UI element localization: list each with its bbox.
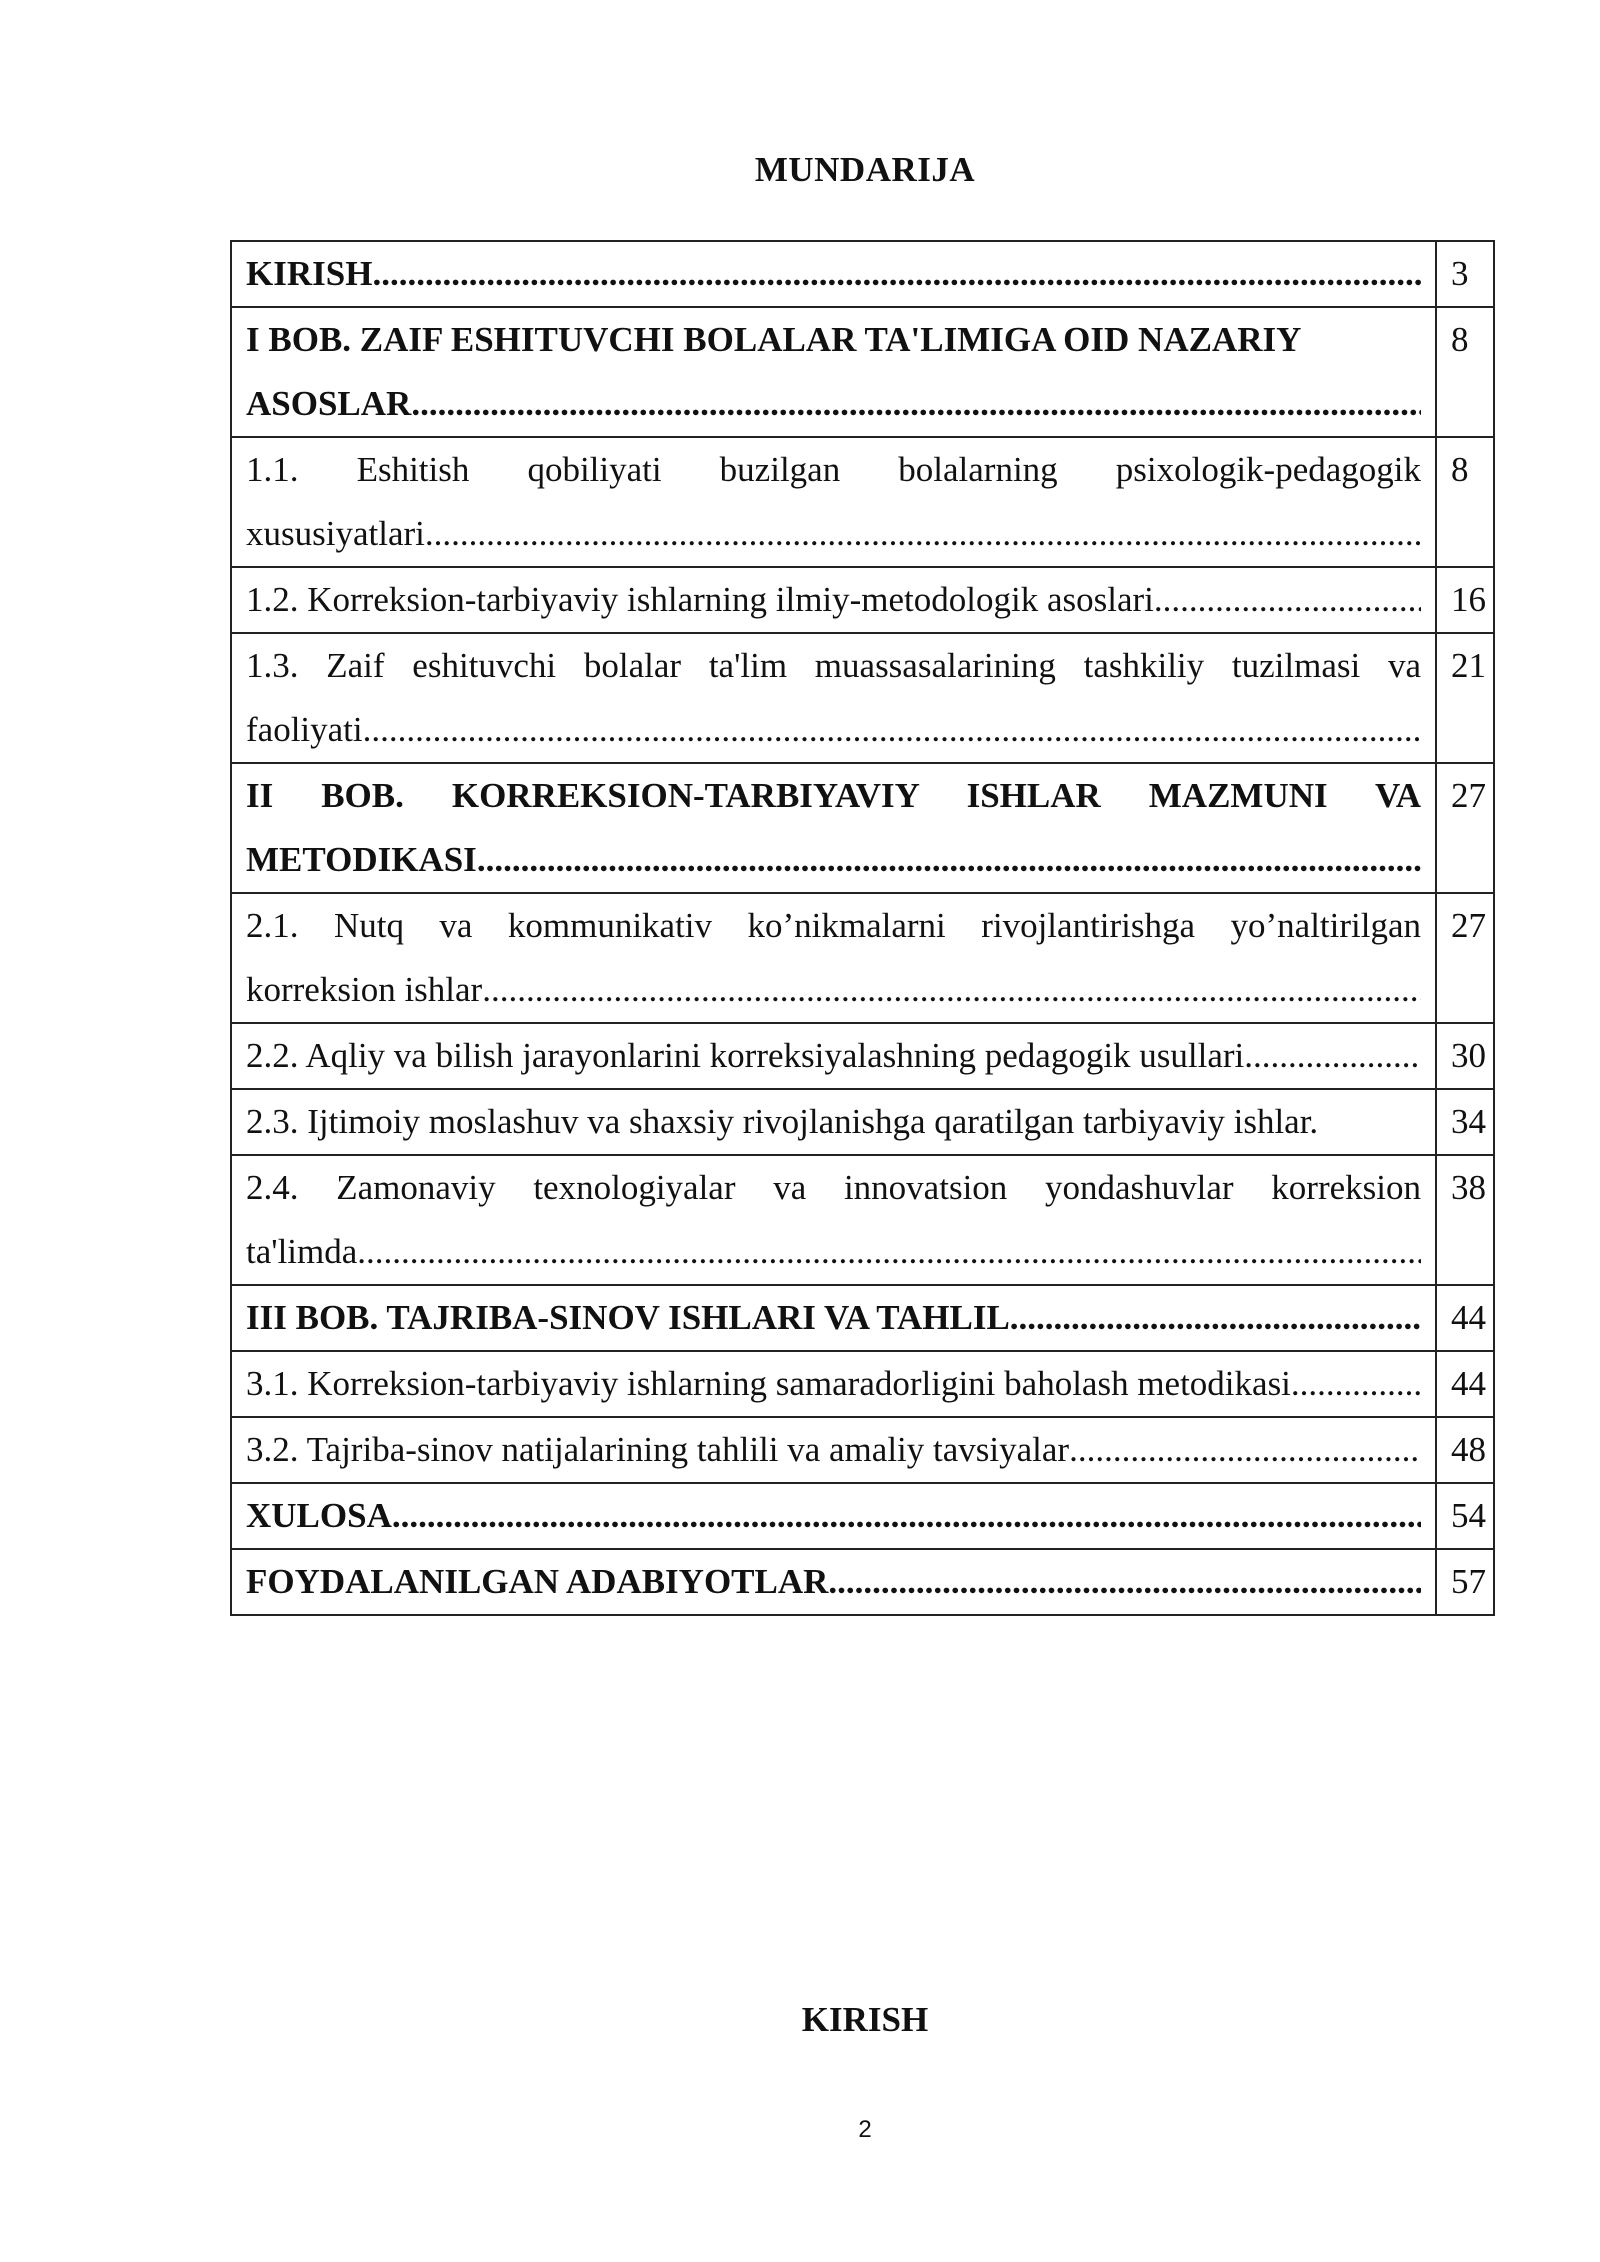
toc-page-number: 44 xyxy=(1436,1351,1494,1417)
toc-page-number: 3 xyxy=(1436,241,1494,307)
toc-entry-text: I BOB. ZAIF ESHITUVCHI BOLALAR TA'LIMIGA OID NAZARIY xyxy=(246,320,1302,359)
toc-entry-text: 1.1. Eshitish qobiliyati buzilgan bolalarning psixologik-pedagogik xyxy=(246,450,1421,489)
toc-entry[interactable] xyxy=(231,307,1436,437)
dot-leader xyxy=(411,372,1421,436)
toc-entry-text: 1.2. Korreksion-tarbiyaviy ishlarning ilmiy-metodologik asoslari xyxy=(246,580,1154,619)
toc-entry[interactable] xyxy=(231,1417,1436,1483)
toc-page-number: 48 xyxy=(1436,1417,1494,1483)
toc-entry[interactable] xyxy=(231,763,1436,893)
toc-page-number: 16 xyxy=(1436,567,1494,633)
dot-leader xyxy=(477,828,1421,892)
toc-row-section-3-2 xyxy=(231,1417,1494,1483)
toc-row-chapter-1 xyxy=(231,307,1494,437)
toc-page-number: 27 xyxy=(1436,763,1494,893)
toc-row-chapter-2 xyxy=(231,763,1494,893)
toc-entry-text-continued: xususiyatlari xyxy=(246,514,425,553)
toc-entry-text: 3.2. Tajriba-sinov natijalarining tahlili va amaliy tavsiyalar xyxy=(246,1430,1070,1469)
toc-row-section-2-2 xyxy=(231,1023,1494,1089)
toc-entry-text: 2.1. Nutq va kommunikativ ko’nikmalarni rivojlantirishga yo’naltirilgan xyxy=(246,906,1421,945)
toc-page-number: 30 xyxy=(1436,1023,1494,1089)
toc-row-section-1-2 xyxy=(231,567,1494,633)
section-heading: KIRISH xyxy=(801,2000,929,2039)
toc-row-section-1-1 xyxy=(231,437,1494,567)
toc-entry-text-continued: faoliyati xyxy=(246,710,363,749)
dot-leader xyxy=(425,502,1421,566)
toc-entry[interactable] xyxy=(231,633,1436,763)
toc-row-section-2-4 xyxy=(231,1155,1494,1285)
dot-leader xyxy=(1244,1024,1421,1088)
toc-row-kirish xyxy=(231,241,1494,307)
toc-entry-text-continued: korreksion ishlar xyxy=(246,970,483,1009)
toc-entry[interactable] xyxy=(231,241,1436,307)
dot-leader xyxy=(1291,1352,1421,1416)
dot-leader xyxy=(1154,568,1421,632)
toc-entry-text: III BOB. TAJRIBA-SINOV ISHLARI VA TAHLIL xyxy=(246,1298,1010,1337)
dot-leader xyxy=(1010,1286,1421,1350)
page-number: 2 xyxy=(858,2116,872,2143)
dot-leader xyxy=(372,242,1421,306)
toc-page-number: 27 xyxy=(1436,893,1494,1023)
toc-row-section-3-1 xyxy=(231,1351,1494,1417)
page-title: MUNDARIJA xyxy=(754,150,976,189)
toc-entry-text: 1.3. Zaif eshituvchi bolalar ta'lim muassasalarining tashkiliy tuzilmasi va xyxy=(246,646,1421,685)
toc-entry[interactable] xyxy=(231,1483,1436,1549)
toc-entry[interactable] xyxy=(231,1285,1436,1351)
dot-leader xyxy=(482,958,1421,1022)
toc-page-number: 34 xyxy=(1436,1089,1494,1155)
toc-entry[interactable] xyxy=(231,1155,1436,1285)
toc-row-bibliography xyxy=(231,1549,1494,1615)
table-of-contents xyxy=(230,240,1495,1616)
toc-entry[interactable] xyxy=(231,437,1436,567)
toc-row-section-1-3 xyxy=(231,633,1494,763)
dot-leader xyxy=(828,1550,1421,1614)
toc-page-number: 44 xyxy=(1436,1285,1494,1351)
toc-row-section-2-3 xyxy=(231,1089,1494,1155)
toc-entry[interactable] xyxy=(231,1089,1436,1155)
toc-row-xulosa xyxy=(231,1483,1494,1549)
toc-page-number: 57 xyxy=(1436,1549,1494,1615)
toc-entry-text: II BOB. KORREKSION-TARBIYAVIY ISHLAR MAZMUNI VA xyxy=(246,776,1421,815)
toc-entry-text-continued: ASOSLAR xyxy=(246,384,412,423)
toc-entry-text-continued: METODIKASI xyxy=(246,840,477,879)
dot-leader xyxy=(357,1220,1421,1284)
toc-page-number: 21 xyxy=(1436,633,1494,763)
toc-page-number: 38 xyxy=(1436,1155,1494,1285)
toc-page-number: 8 xyxy=(1436,437,1494,567)
toc-page-number: 54 xyxy=(1436,1483,1494,1549)
toc-entry-text: XULOSA xyxy=(246,1496,392,1535)
toc-entry[interactable] xyxy=(231,1351,1436,1417)
toc-entry-text: FOYDALANILGAN ADABIYOTLAR xyxy=(246,1562,829,1601)
toc-entry[interactable] xyxy=(231,893,1436,1023)
toc-entry[interactable] xyxy=(231,567,1436,633)
toc-entry-text: 2.3. Ijtimoiy moslashuv va shaxsiy rivojlanishga qaratilgan tarbiyaviy ishlar. xyxy=(246,1102,1319,1141)
toc-entry-text: 2.4. Zamonaviy texnologiyalar va innovatsion yondashuvlar korreksion xyxy=(246,1168,1421,1207)
toc-row-chapter-3 xyxy=(231,1285,1494,1351)
dot-leader xyxy=(363,698,1421,762)
toc-entry-text-continued: ta'limda xyxy=(246,1232,358,1271)
toc-page-number: 8 xyxy=(1436,307,1494,437)
toc-entry-text: 3.1. Korreksion-tarbiyaviy ishlarning samaradorligini baholash metodikasi xyxy=(246,1364,1291,1403)
dot-leader xyxy=(392,1484,1421,1548)
dot-leader xyxy=(1069,1418,1421,1482)
toc-entry-text: KIRISH xyxy=(246,254,373,293)
toc-entry[interactable] xyxy=(231,1549,1436,1615)
toc-row-section-2-1 xyxy=(231,893,1494,1023)
toc-entry[interactable] xyxy=(231,1023,1436,1089)
toc-entry-text: 2.2. Aqliy va bilish jarayonlarini korreksiyalashning pedagogik usullari xyxy=(246,1036,1245,1075)
